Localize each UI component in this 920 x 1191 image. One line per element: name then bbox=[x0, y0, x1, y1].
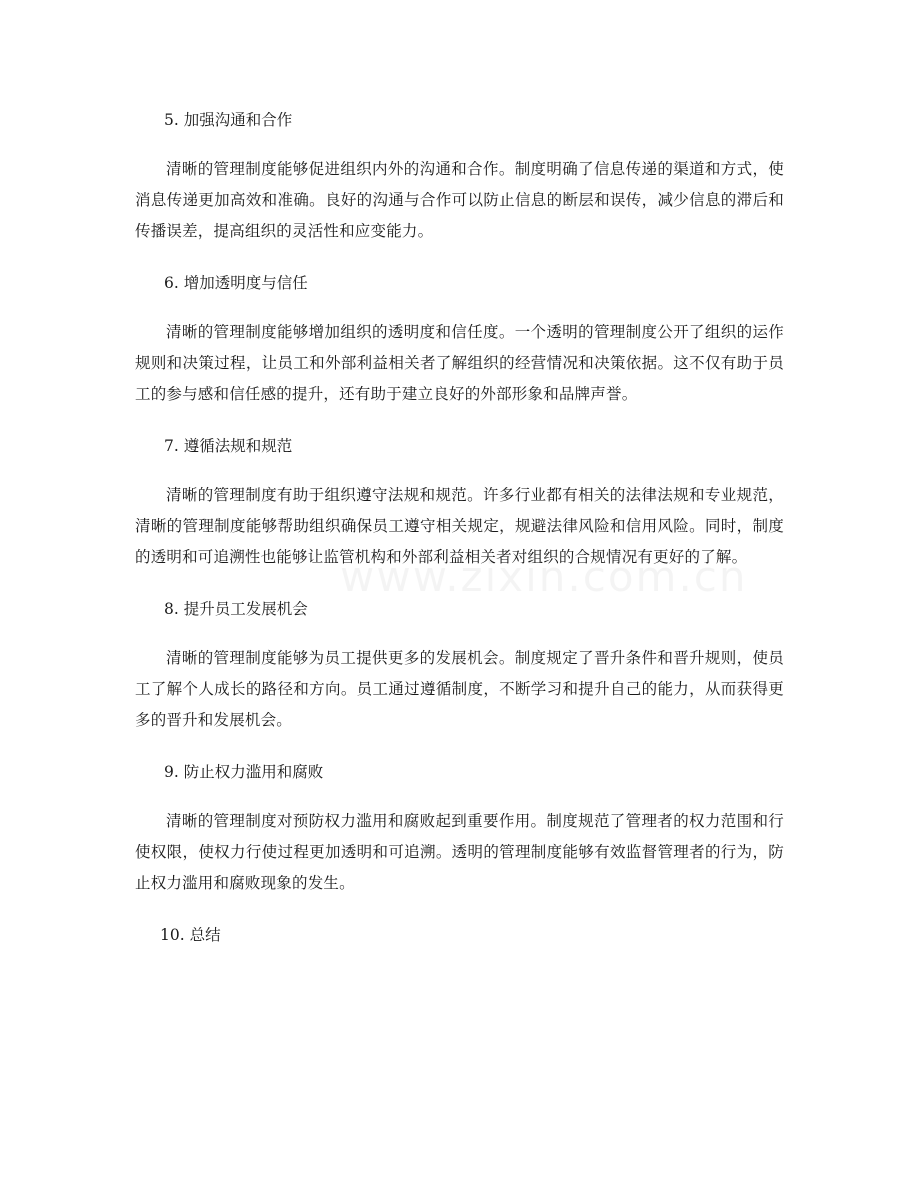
document-content bbox=[135, 106, 784, 969]
section-6 bbox=[135, 269, 784, 410]
section-5 bbox=[135, 106, 784, 247]
section-heading: 7. 遵循法规和规范 bbox=[164, 437, 293, 455]
section-paragraph: 清晰的管理制度对预防权力滥用和腐败起到重要作用。制度规范了管理者的权力范围和行使权限，使权力行使过程更加透明和可追溯。透明的管理制度能够有效监督管理者的行为，防止权力滥用和腐败现象的发生。 bbox=[135, 812, 784, 892]
section-heading: 8. 提升员工发展机会 bbox=[164, 600, 308, 618]
section-9 bbox=[135, 758, 784, 899]
section-heading: 9. 防止权力滥用和腐败 bbox=[164, 763, 324, 781]
section-heading: 10. 总结 bbox=[160, 926, 221, 944]
section-heading: 5. 加强沟通和合作 bbox=[164, 111, 293, 129]
section-paragraph: 清晰的管理制度能够增加组织的透明度和信任度。一个透明的管理制度公开了组织的运作规则和决策过程，让员工和外部利益相关者了解组织的经营情况和决策依据。这不仅有助于员工的参与感和信任感的提升，还有助于建立良好的外部形象和品牌声誉。 bbox=[135, 323, 784, 403]
section-paragraph: 清晰的管理制度能够促进组织内外的沟通和合作。制度明确了信息传递的渠道和方式，使消息传递更加高效和准确。良好的沟通与合作可以防止信息的断层和误传，减少信息的滞后和传播误差，提高组织的灵活性和应变能力。 bbox=[135, 160, 784, 240]
section-paragraph: 清晰的管理制度有助于组织遵守法规和规范。许多行业都有相关的法律法规和专业规范，清晰的管理制度能够帮助组织确保员工遵守相关规定，规避法律风险和信用风险。同时，制度的透明和可追溯性也能够让监管机构和外部利益相关者对组织的合规情况有更好的了解。 bbox=[135, 486, 784, 566]
section-paragraph: 清晰的管理制度能够为员工提供更多的发展机会。制度规定了晋升条件和晋升规则，使员工了解个人成长的路径和方向。员工通过遵循制度，不断学习和提升自己的能力，从而获得更多的晋升和发展机会。 bbox=[135, 649, 784, 729]
section-heading: 6. 增加透明度与信任 bbox=[164, 274, 308, 292]
section-8 bbox=[135, 595, 784, 736]
section-7 bbox=[135, 432, 784, 573]
section-10 bbox=[160, 921, 784, 949]
